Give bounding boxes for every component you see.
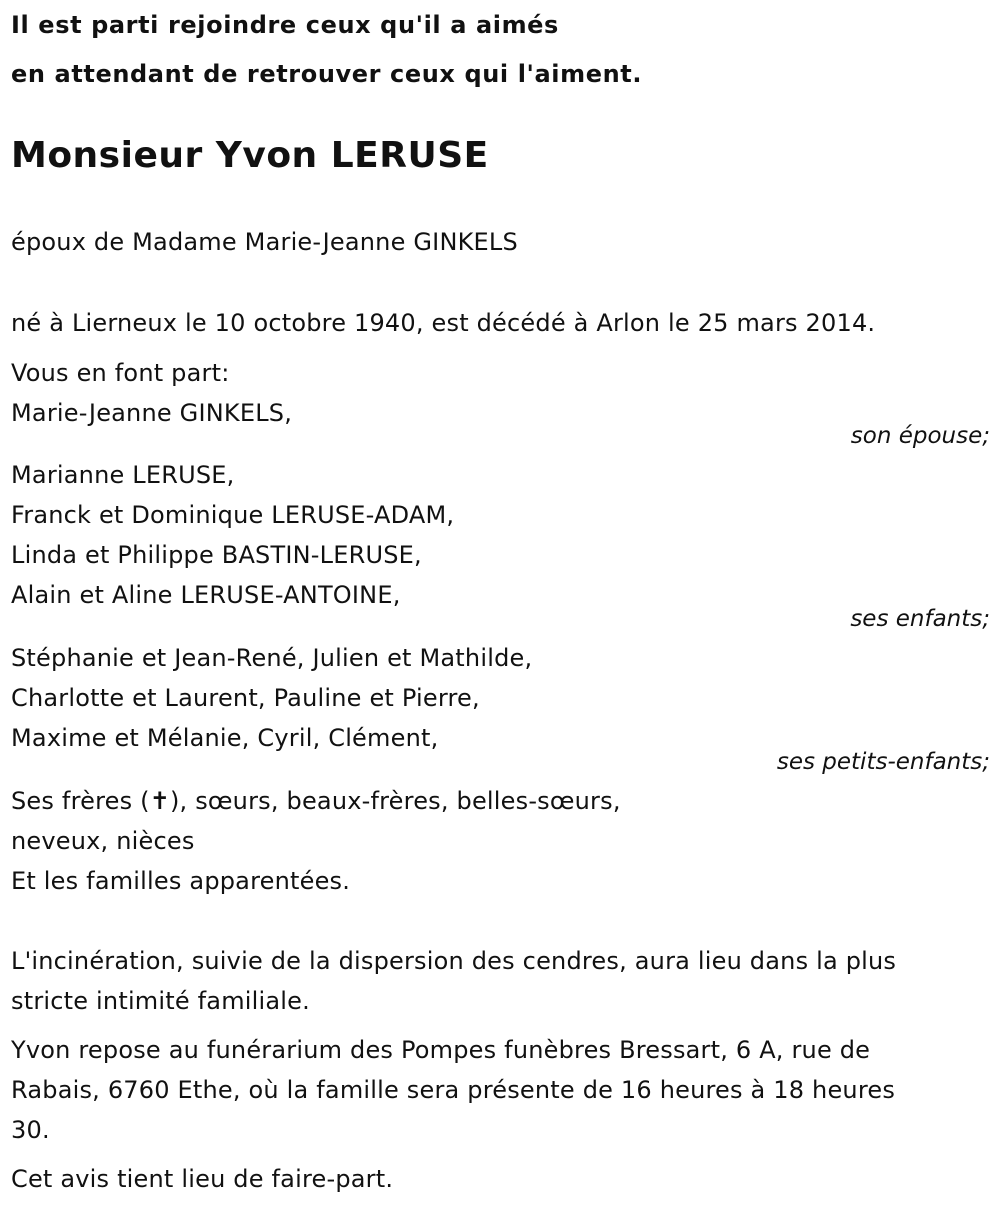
epigraph-line-2: en attendant de retrouver ceux qui l'aiment.	[11, 60, 643, 88]
child-name: Marianne LERUSE,	[11, 461, 235, 489]
visitation-notice-line: Rabais, 6760 Ethe, où la famille sera présente de 16 heures à 18 heures	[11, 1076, 896, 1104]
announcers-intro: Vous en font part:	[11, 359, 230, 387]
child-name: Linda et Philippe BASTIN-LERUSE,	[11, 541, 422, 569]
child-name: Alain et Aline LERUSE-ANTOINE,	[11, 581, 401, 609]
extended-family-line: neveux, nièces	[11, 827, 195, 855]
visitation-notice-line: 30.	[11, 1116, 50, 1144]
extended-family-line: Ses frères (✝), sœurs, beaux-frères, belles-sœurs,	[11, 787, 621, 815]
grandchildren-line: Maxime et Mélanie, Cyril, Clément,	[11, 724, 439, 752]
epigraph-line-1: Il est parti rejoindre ceux qu'il a aimés	[11, 11, 559, 39]
spouse-role: son épouse;	[850, 423, 990, 449]
children-role: ses enfants;	[850, 606, 990, 632]
extended-family-line: Et les familles apparentées.	[11, 867, 351, 895]
child-name: Franck et Dominique LERUSE-ADAM,	[11, 501, 455, 529]
grandchildren-role: ses petits-enfants;	[776, 749, 990, 775]
grandchildren-line: Charlotte et Laurent, Pauline et Pierre,	[11, 684, 480, 712]
spouse-line: époux de Madame Marie-Jeanne GINKELS	[11, 228, 518, 256]
cremation-notice-line: stricte intimité familiale.	[11, 987, 310, 1015]
deceased-name: Monsieur Yvon LERUSE	[11, 135, 489, 176]
birth-death-line: né à Lierneux le 10 octobre 1940, est décédé à Arlon le 25 mars 2014.	[11, 309, 876, 337]
visitation-notice-line: Yvon repose au funérarium des Pompes funèbres Bressart, 6 A, rue de	[11, 1036, 871, 1064]
closing-line: Cet avis tient lieu de faire-part.	[11, 1165, 394, 1193]
grandchildren-line: Stéphanie et Jean-René, Julien et Mathilde,	[11, 644, 533, 672]
cremation-notice-line: L'incinération, suivie de la dispersion des cendres, aura lieu dans la plus	[11, 947, 897, 975]
spouse-name: Marie-Jeanne GINKELS,	[11, 399, 293, 427]
